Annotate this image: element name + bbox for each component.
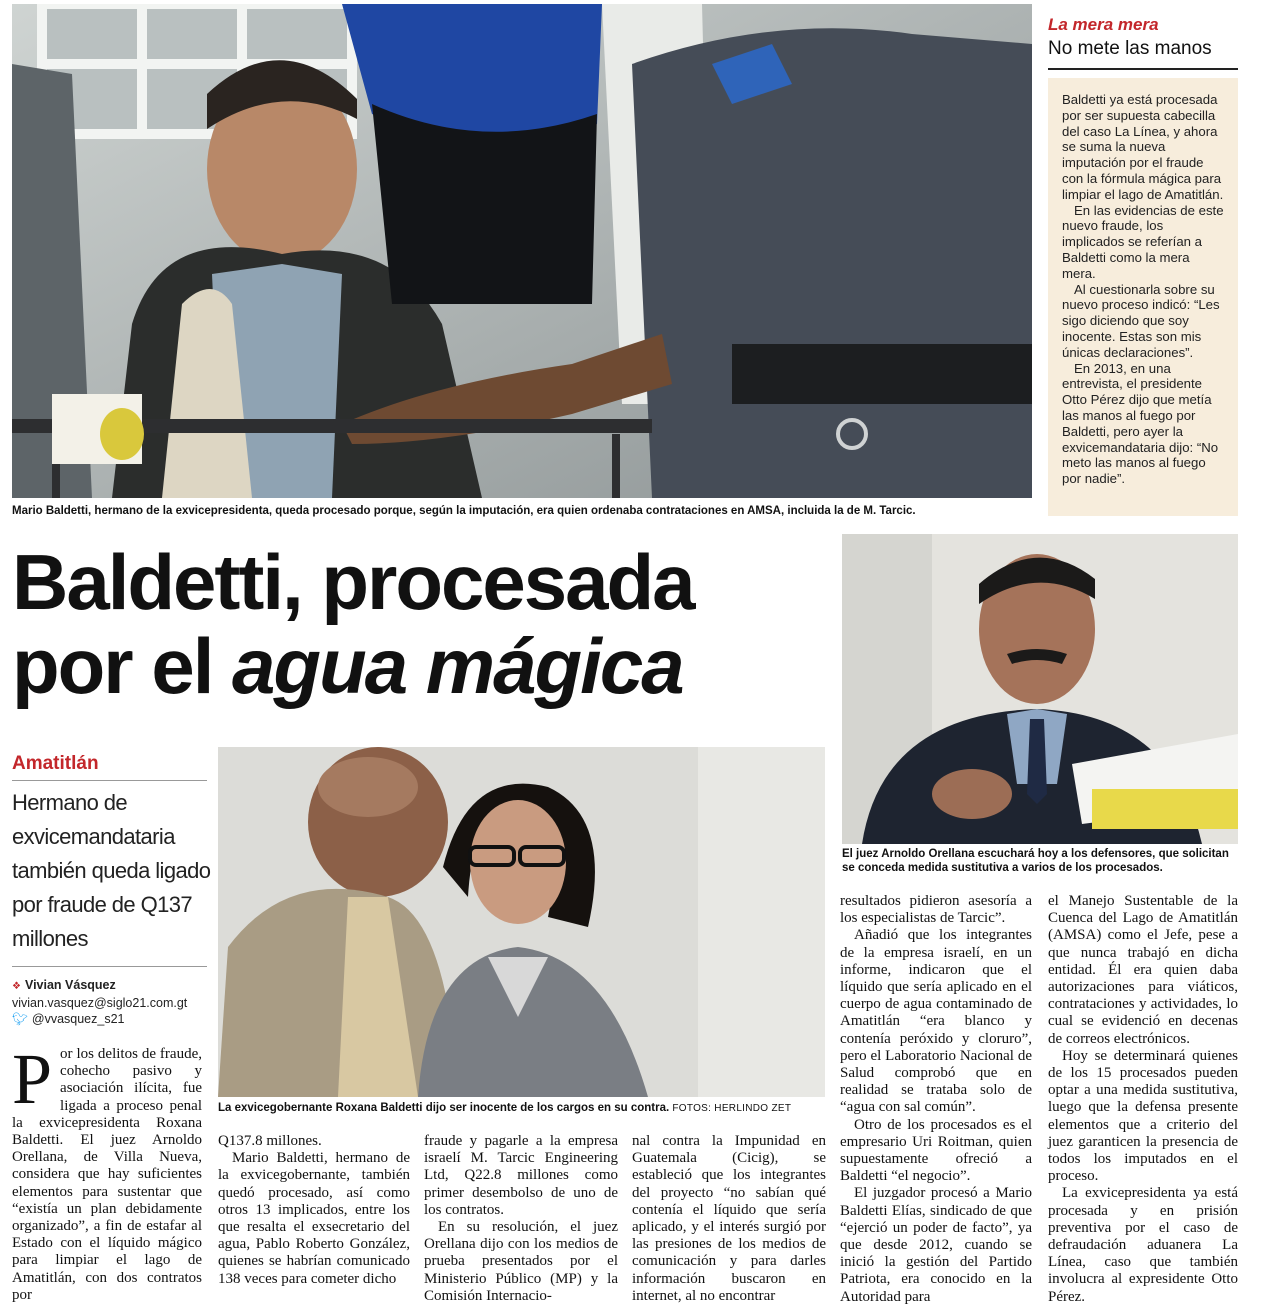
section-tag: Amatitlán (12, 752, 207, 781)
sidebar-title: No mete las manos (1048, 38, 1212, 59)
deck: Hermano de exvicemandataria también queda ligado por fraude de Q137 millones (12, 790, 211, 951)
sidebar-header (1048, 14, 1238, 70)
sidebar-paragraph: En las evidencias de este nuevo fraude, los implicados se referían a Baldetti como la mera mera. (1062, 202, 1224, 281)
byline (12, 977, 212, 1027)
top-photo-caption: Mario Baldetti, hermano de la exvicepresidenta, queda procesado porque, según la imputación, era quien ordenaba contrataciones en AMSA, incluida la de M. Tarcic. (12, 505, 916, 517)
article-column-3: fraude y pagarle a la empresa israelí M. Tarcic Engineering Ltd, Q22.8 millones como primer desembolso de uno de los contratos. En su resolución, el juez Orellana dijo con los medios de prueba presentados por el Ministerio Público (MP) y la Comisión Internacio- (424, 1133, 618, 1304)
article-column-1: Por los delitos de fraude, cohecho pasivo y asociación ilícita, fue ligada a proceso penal la exvicepresidenta Roxana Baldetti. El juez Arnoldo Orellana, de Villa Nueva, considera que hay suficientes elementos para sustentar que “existía un plan debidamente organizado”, a fin de estafar al Estado con el líquido mágico para limpiar el lago de Amatitlán, con dos contratos por (12, 1039, 202, 1303)
article-column-6: el Manejo Sustentable de la Cuenca del Lago de Amatitlán (AMSA) como el Jefe, pese a que nunca trabajó en dicha entidad. Él era quien daba autorizaciones para viáticos, contrataciones y actividades, lo cual se evidenció en decenas de correos electrónicos. Hoy se determinará quienes de los 15 procesados pueden optar a una medida sustitutiva, luego que la defensa presente elementos que a criterio del juez garanticen la presencia de todos los imputados en el proceso. La exvicepresidenta ya está procesada y en prisión preventiva por el caso de defraudación aduanera La Línea, caso que también involucra al expresidente Otto Pérez. (1048, 893, 1238, 1305)
photo-credit: FOTOS: HERLINDO ZET (672, 1103, 792, 1114)
headline-line-2: por el agua mágica (12, 622, 683, 710)
byline-twitter[interactable]: @vvasquez_s21 (31, 1012, 125, 1026)
headline-line-1: Baldetti, procesada (12, 538, 694, 626)
baldetti-photo-caption: La exvicegobernante Roxana Baldetti dijo ser inocente de los cargos en su contra. FOTOS: HERLINDO ZET (218, 1102, 792, 1114)
sidebar-paragraph: Al cuestionarla sobre su nuevo proceso indicó: “Les sigo diciendo que soy inocente. Estas son mis únicas declaraciones”. (1062, 281, 1220, 360)
article-column-2: Q137.8 millones. Mario Baldetti, hermano de la exvicegobernante, también quedó procesado, así como otros 13 implicados, entre los que resalta el exsecretario del agua, Pablo Roberto González, quienes se habrían comunicado 138 veces para cometer dicho (218, 1133, 410, 1287)
article-column-5: resultados pidieron asesoría a los especialistas de Tarcic”. Añadió que los integrantes de la empresa israelí, en un informe, indicaron que el líquido que sería aplicado en el cuerpo de agua contaminado de Amatitlán “era blanco y contenía peróxido y cloruro”, pero el Laboratorio Nacional de Salud comprobó que en realidad se trataba solo de “agua con sal común”. Otro de los procesados es el empresario Uri Roitman, quien supuestamente ofreció a Baldetti “el negocio”. El juzgador procesó a Mario Baldetti Elías, sindicado de que “ejerció un poder de facto”, ya que desde 2012, cuando se inició la gestión del Partido Patriota, era conocido en la Autoridad para (840, 893, 1032, 1305)
sidebar-box (1048, 78, 1238, 516)
byline-email[interactable]: vivian.vasquez@siglo21.com.gt (12, 996, 188, 1010)
headline-italic: agua mágica (232, 622, 683, 710)
byline-name: Vivian Vásquez (24, 978, 116, 992)
bullet-icon: ❖ (12, 981, 21, 992)
byline-rule (12, 966, 207, 967)
drop-cap: P (12, 1039, 53, 1119)
article-column-4: nal contra la Impunidad en Guatemala (Cicig), se estableció que los integrantes del proyecto “no sabían qué contenía el líquido que sería aplicado, y el interés surgió por las presiones de los medios de comunicación y para darles información buscaron en internet, al no encontrar (632, 1133, 826, 1304)
sidebar-paragraph: En 2013, en una entrevista, el presidente Otto Pérez dijo que metía las manos al fuego por Baldetti, pero ayer la exvicemandataria dijo: “No meto las manos al fuego por nadie”. (1062, 360, 1219, 487)
photo-judge-orellana (842, 534, 1238, 844)
headline (12, 540, 832, 708)
photo-mario-baldetti (12, 4, 1032, 498)
sidebar-kicker: La mera mera (1048, 15, 1159, 34)
sidebar-paragraph: Baldetti ya está procesada por ser supuesta cabecilla del caso La Línea, y ahora se suma la nueva imputación por el fraude con la fórmula mágica para limpiar el lago de Amatitlán. (1062, 92, 1224, 202)
twitter-icon: 🐦︎ (12, 1012, 28, 1026)
judge-photo-caption: El juez Arnoldo Orellana escuchará hoy a los defensores, que solicitan se conceda medida sustitutiva a varios de los procesados. (842, 848, 1229, 874)
photo-roxana-baldetti (218, 747, 825, 1097)
